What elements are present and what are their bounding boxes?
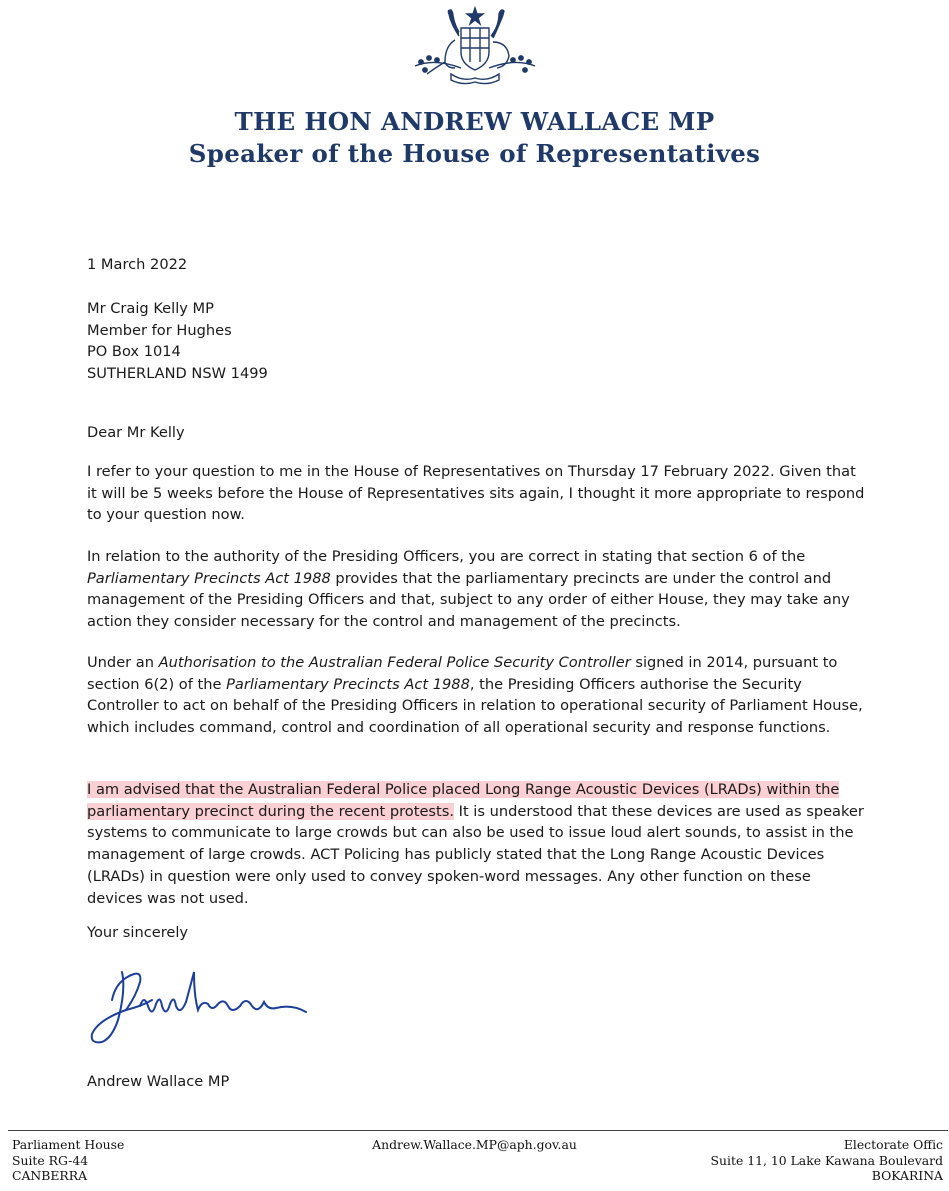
p3-act-title: Parliamentary Precincts Act 1988 (226, 675, 470, 693)
paragraph-1 (87, 461, 867, 526)
signatory-name: Andrew Wallace MP (87, 1073, 230, 1090)
footer-email: Andrew.Wallace.MP@aph.gov.au (372, 1137, 577, 1152)
recipient-line: Mr Craig Kelly MP (87, 300, 214, 317)
p3-text-c: signed in 2014, pursuant to section 6(2) of the (87, 654, 838, 693)
salutation: Dear Mr Kelly (87, 424, 185, 441)
paragraph-4 (87, 779, 867, 909)
footer-right-line: BOKARINA (871, 1168, 943, 1183)
recipient-address (87, 298, 867, 385)
paragraph-2 (87, 546, 867, 633)
footer-right-line: Suite 11, 10 Lake Kawana Boulevard (710, 1152, 943, 1168)
footer-electorate-address (711, 1137, 943, 1184)
speaker-title-heading: Speaker of the House of Representatives (188, 139, 761, 168)
coat-of-arms-icon (405, 2, 545, 86)
p3-text-e: , the Presiding Officers authorise the Security Controller to act on behalf of the Presiding Officers in relation to operational security of Parliament House, which includes command, control and coordination of all operational security and response functions. (87, 675, 863, 737)
signature-icon (82, 960, 312, 1055)
p4-text-rest: It is understood that these devices are used as speaker systems to communicate to large crowds but can also be used to issue loud alert sounds, to assist in the management of large crowds. ACT Policing has publicly stated that the Long Range Acoustic Devices (LRADs) in question were only used to convey spoken-word messages. Any other function on these devices was not used. (87, 802, 864, 907)
recipient-line: SUTHERLAND NSW 1499 (87, 365, 268, 383)
p3-authorisation-title: Authorisation to the Australian Federal Police Security Controller (158, 654, 631, 671)
footer-left-line: Suite RG-44 (12, 1152, 89, 1168)
paragraph-1-text: I refer to your question to me in the House of Representatives on Thursday 17 February 2022. Given that it will be 5 weeks before the House of Representatives sits again, I thought it more appropriate to respond to your question now. (87, 463, 865, 524)
footer-divider (8, 1130, 948, 1131)
recipient-line: PO Box 1014 (87, 343, 181, 361)
paragraph-3 (87, 652, 867, 739)
letter-date: 1 March 2022 (87, 256, 188, 273)
recipient-line: Member for Hughes (87, 321, 232, 339)
footer-right-line: Electorate Offic (843, 1137, 943, 1152)
p2-text-a: In relation to the authority of the Presiding Officers, you are correct in stating that section 6 of the (87, 548, 806, 565)
p3-text-a: Under an (87, 654, 159, 671)
closing: Your sincerely (87, 924, 189, 941)
footer-left-line: CANBERRA (12, 1168, 88, 1183)
p2-text-c: provides that the parliamentary precincts are under the control and management of the Presiding Officers and that, subject to any order of either House, they may take any action they consider necessary for the control and management of the precincts. (87, 569, 850, 631)
speaker-name-heading: THE HON ANDREW WALLACE MP (234, 107, 715, 136)
p2-act-title: Parliamentary Precincts Act 1988 (87, 569, 331, 587)
highlighted-sentence: I am advised that the Australian Federal Police placed Long Range Acoustic Devices (LRADs) within the parliamentary precinct during the recent protests. (87, 781, 840, 820)
footer-left-line: Parliament House (12, 1137, 125, 1152)
